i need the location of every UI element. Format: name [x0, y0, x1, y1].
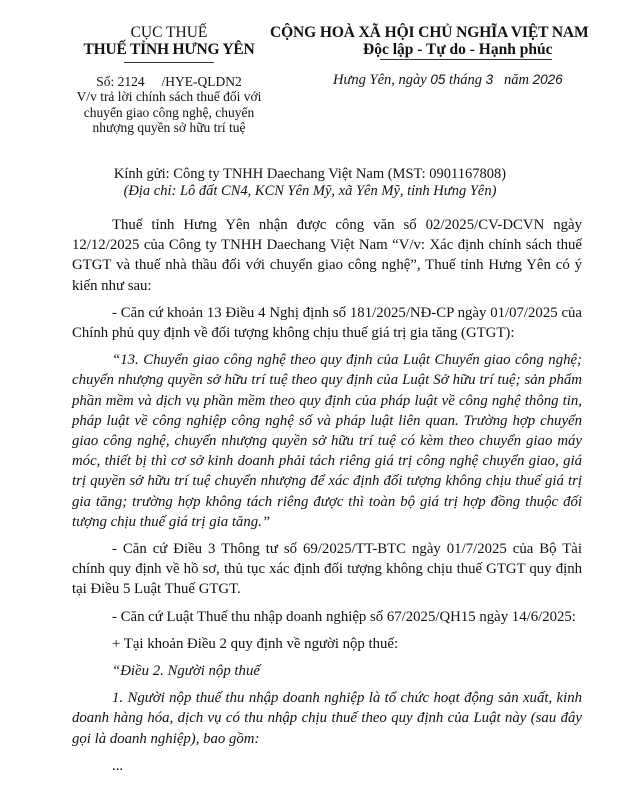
motto-underline — [380, 59, 552, 60]
document-number: Số: 2124 /HYE-QLDN2 — [96, 74, 242, 89]
subject-line: nhượng quyền sở hữu trí tuệ — [92, 120, 246, 135]
quoted-paragraph: “13. Chuyển giao công nghệ theo quy định của Luật Chuyển giao công nghệ; chuyển nhượng quyền sở hữu trí tuệ theo quy định của Luật Sở hữu trí tuệ; sản phẩm phần mềm và dịch vụ phần mềm theo quy định của pháp luật về công nghệ thông tin, pháp luật về công nghiệp công nghệ số và pháp luật liên quan. Trường hợp chuyển giao công nghệ, chuyển nhượng quyền sở hữu trí tuệ có kèm theo chuyển giao máy móc, thiết bị thì cơ sở kinh doanh phải tách riêng giá trị công nghệ chuyển giao, giá trị quyền sở hữu trí tuệ chuyển nhượng để xác định đối tượng không chịu thuế giá trị gia tăng; trường hợp không tách riêng được thì toàn bộ giá trị hợp đồng thuộc đối tượng chịu thuế giá trị gia tăng.” — [72, 352, 582, 530]
quoted-heading: “Điều 2. Người nộp thuế — [112, 663, 260, 680]
agency-parent: CỤC THUẾ — [130, 24, 208, 41]
national-title: CỘNG HOÀ XÃ HỘI CHỦ NGHĨA VIỆT NAM — [270, 24, 589, 41]
document-subject — [66, 89, 272, 136]
body-paragraph: Thuế tỉnh Hưng Yên nhận được công văn số 02/2025/CV-DCVN ngày 12/12/2025 của Công ty TNHH Daechang Việt Nam “V/v: Xác định chính sách thuế GTGT và thuế nhà thầu đối với chuyển giao công nghệ”, Thuế tỉnh Hưng Yên có ý kiến như sau: — [72, 217, 582, 294]
quoted-paragraph: 1. Người nộp thuế thu nhập doanh nghiệp là tổ chức hoạt động sản xuất, kinh doanh hàng hóa, dịch vụ có thu nhập chịu thuế theo quy định của Luật này (sau đây gọi là doanh nghiệp), bao gồm: — [72, 690, 582, 747]
date-month-label: tháng — [445, 72, 486, 88]
recipient-name: Kính gửi: Công ty TNHH Daechang Việt Nam (MST: 0901167808) — [113, 166, 507, 182]
national-motto: Độc lập - Tự do - Hạnh phúc — [363, 41, 553, 58]
national-header-block — [270, 24, 628, 58]
date-month: 3 — [485, 72, 494, 87]
body-paragraph: + Tại khoản Điều 2 quy định về người nộp thuế: — [112, 635, 399, 652]
date-day: 05 — [430, 72, 446, 87]
agency-name: THUẾ TỈNH HƯNG YÊN — [83, 41, 255, 58]
subject-line: V/v trả lời chính sách thuế đối với — [76, 89, 262, 104]
date-year: 2026 — [532, 72, 563, 87]
document-body — [72, 215, 582, 776]
recipient-block — [60, 166, 560, 200]
date-place: Hưng Yên, ngày — [333, 72, 431, 88]
subject-line: chuyển giao công nghệ, chuyển — [83, 104, 255, 120]
body-paragraph: - Căn cứ Luật Thuế thu nhập doanh nghiệp số 67/2025/QH15 ngày 14/6/2025: — [112, 608, 576, 625]
body-paragraph: - Căn cứ Điều 3 Thông tư số 69/2025/TT-BTC ngày 01/7/2025 của Bộ Tài chính quy định về hồ sơ, thủ tục xác định đối tượng không chịu thuế GTGT quy định tại Điều 5 Luật Thuế GTGT. — [72, 541, 582, 598]
recipient-address: (Địa chỉ: Lô đất CN4, KCN Yên Mỹ, xã Yên Mỹ, tỉnh Hưng Yên) — [123, 183, 497, 199]
document-date — [333, 72, 563, 89]
ellipsis: ... — [112, 757, 124, 774]
date-year-label: năm — [493, 72, 533, 88]
agency-underline — [124, 62, 214, 63]
issuing-agency-block — [66, 24, 272, 136]
body-paragraph: - Căn cứ khoản 13 Điều 4 Nghị định số 181/2025/NĐ-CP ngày 01/07/2025 của Chính phủ quy định về đối tượng không chịu thuế giá trị gia tăng (GTGT): — [72, 304, 582, 342]
